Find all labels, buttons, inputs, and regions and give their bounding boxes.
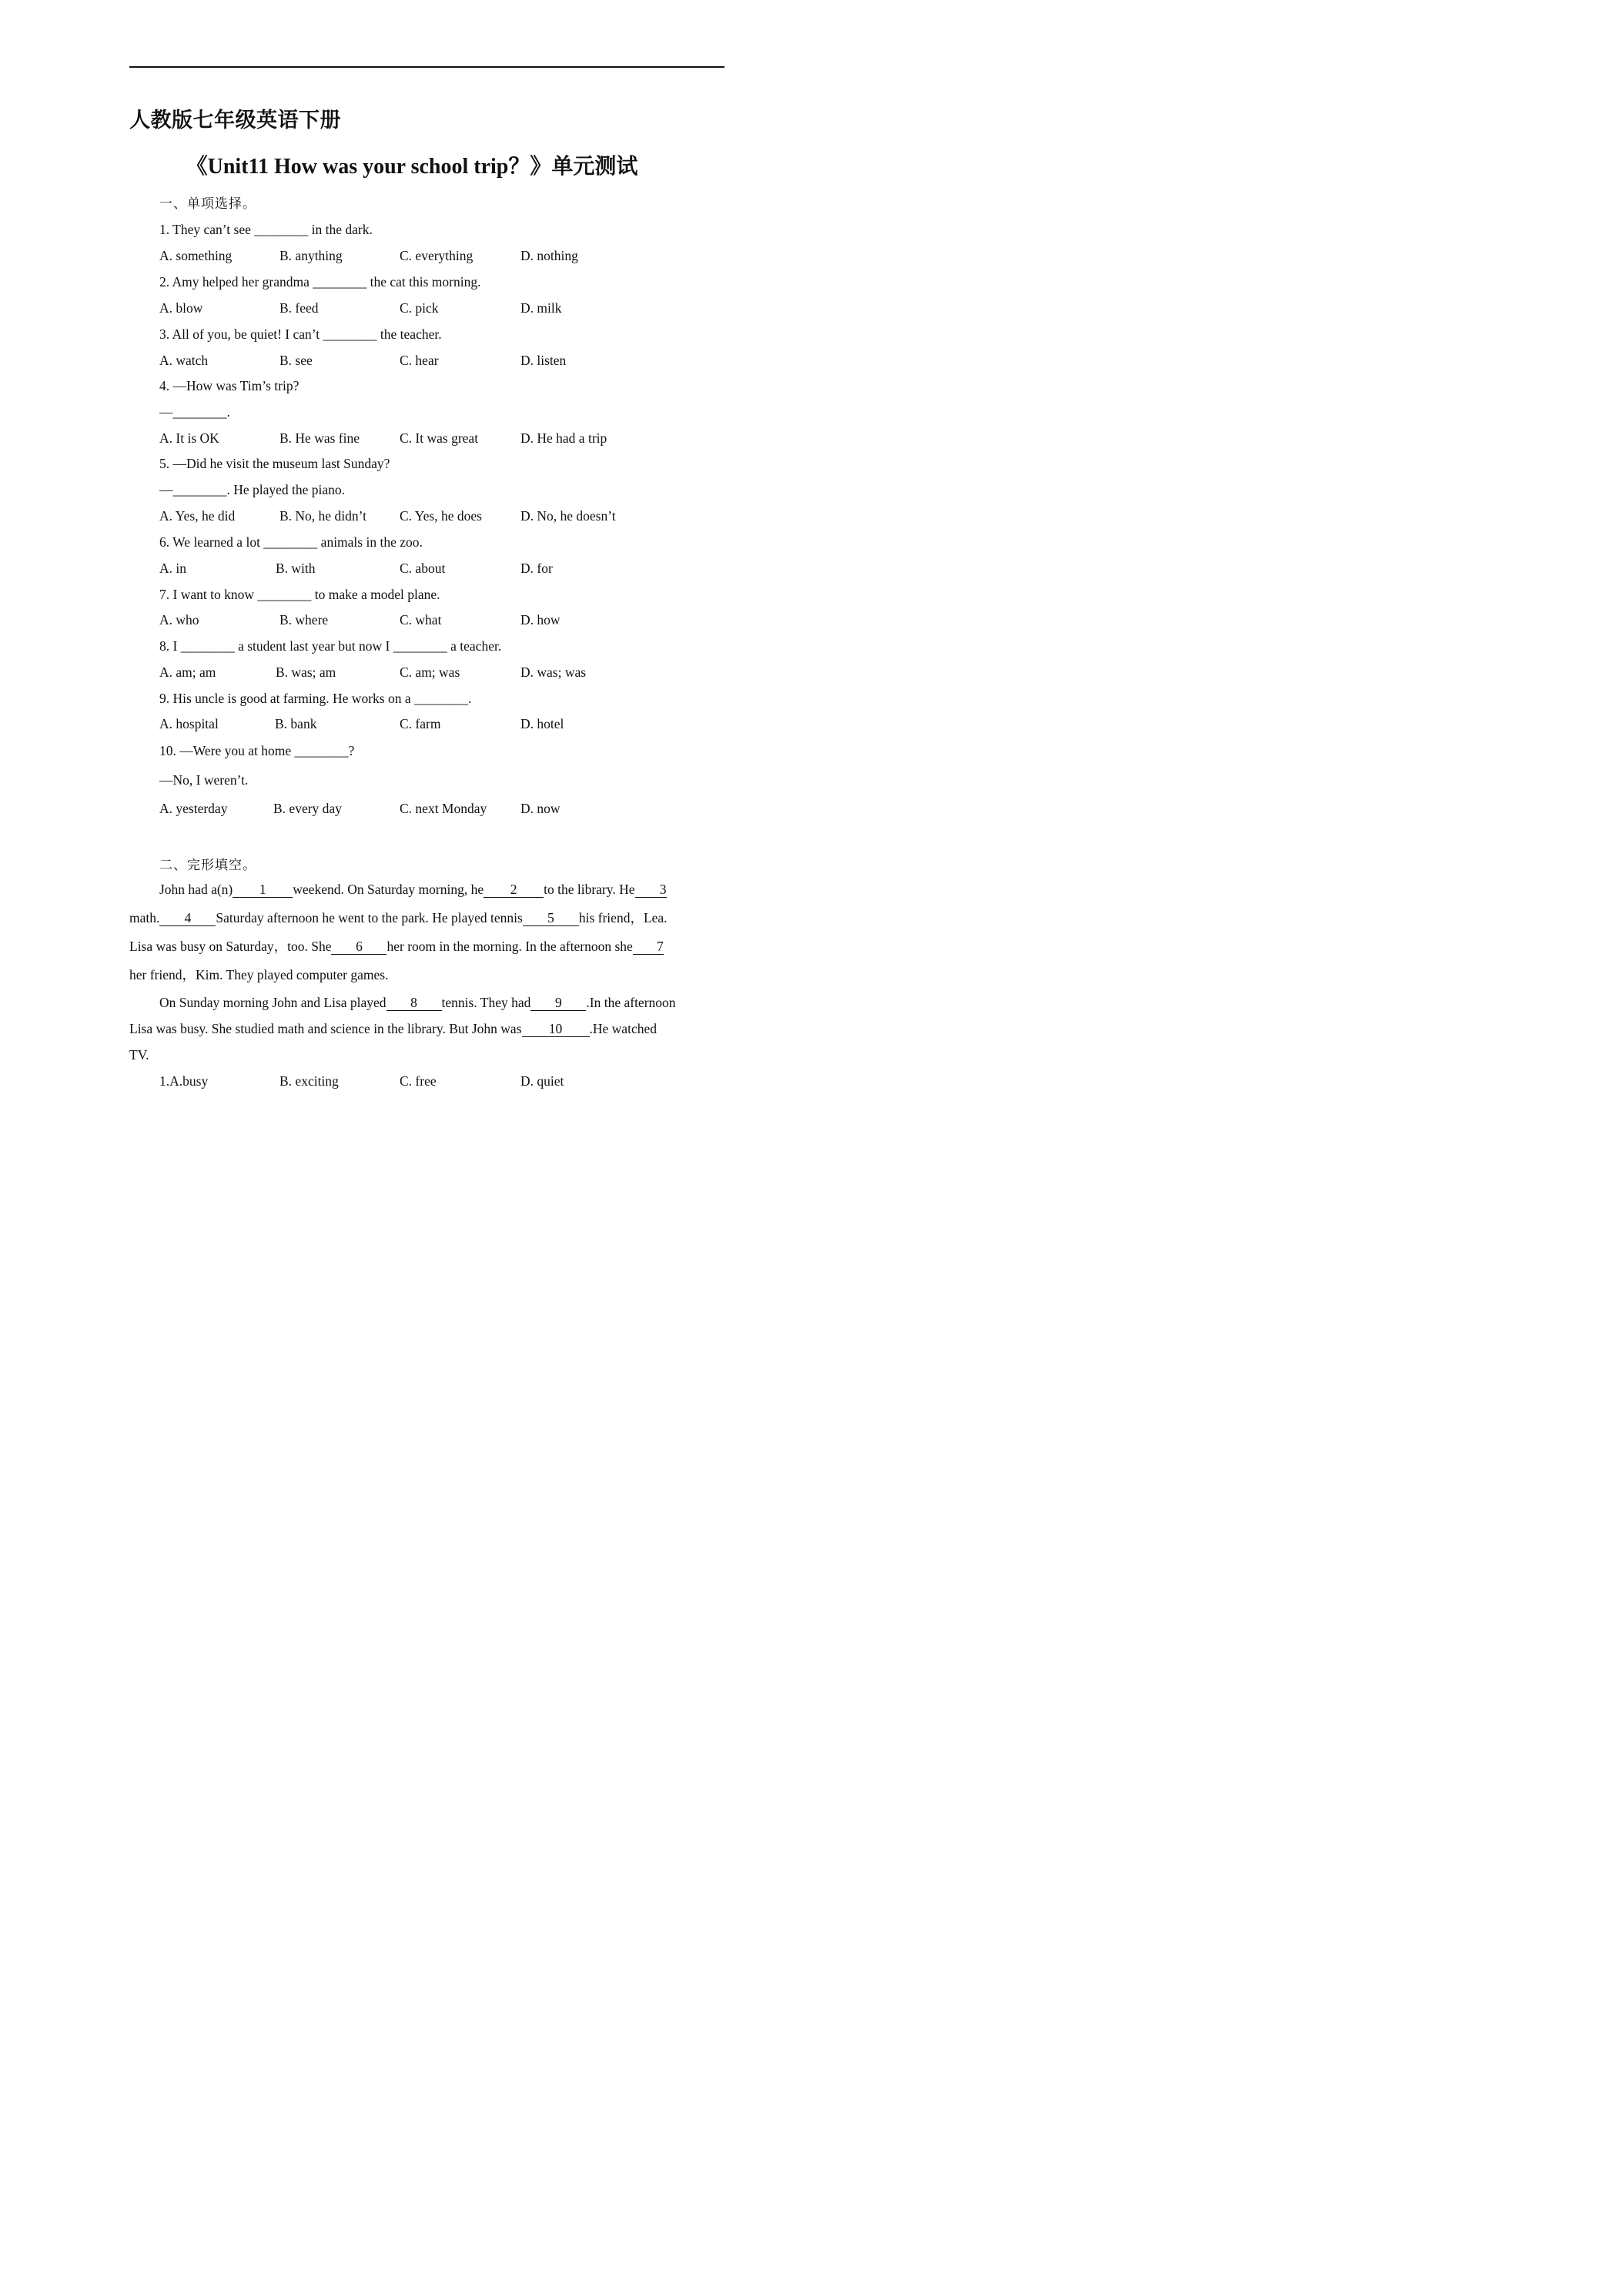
question-stem: 7. I want to know ________ to make a model plane. (159, 587, 440, 602)
paragraph-line: TV. (129, 1047, 149, 1063)
subtitle-text: 《Unit11 How was your school trip？》单元测试 (186, 155, 638, 179)
option-d: D. No, he doesn’t (520, 508, 616, 524)
paragraph-line: math. 4 Saturday afternoon he went to the park. He played tennis 5 his friend，Lea. (129, 910, 668, 925)
section1-heading: 一、单项选择。 (159, 196, 256, 212)
document-subtitle (0, 149, 847, 180)
option-a: A. yesterday (159, 801, 228, 816)
question-stem: 5. —Did he visit the museum last Sunday? (159, 456, 390, 471)
option-c: C. farm (400, 716, 441, 731)
option-b: B. with (276, 561, 316, 576)
cloze-paragraph-1 (129, 875, 724, 989)
option-d: D. now (520, 801, 561, 816)
option-d: D. hotel (520, 716, 564, 731)
option-b: B. feed (279, 300, 319, 316)
question-stem: 4. —How was Tim’s trip? (159, 378, 300, 393)
blank-8: 8 (387, 995, 442, 1011)
option-b: B. bank (275, 716, 317, 731)
question-stem: 6. We learned a lot ________ animals in the zoo. (159, 534, 423, 550)
option-c: C. am; was (400, 664, 460, 680)
cloze-paragraph-2 (129, 989, 724, 1068)
option-b: B. every day (273, 801, 342, 816)
paragraph-line: Lisa was busy on Saturday，too. She 6 her room in the morning. In the afternoon she 7 (129, 939, 664, 954)
blank-5: 5 (523, 910, 579, 926)
question-stem: 3. All of you, be quiet! I can’t ________ the teacher. (159, 326, 442, 342)
option-d: D. He had a trip (520, 430, 607, 446)
blank-10: 10 (522, 1021, 590, 1037)
option-b: B. anything (279, 248, 343, 263)
option-b: B. He was fine (279, 430, 360, 446)
option-b: B. where (279, 612, 329, 628)
option-b: B. was; am (276, 664, 336, 680)
paragraph-line: On Sunday morning John and Lisa played 8 tennis. They had 9 .In the afternoon (159, 995, 676, 1010)
cloze-option-c: C. free (400, 1073, 437, 1089)
header-rule (129, 66, 724, 68)
paragraph-line: Lisa was busy. She studied math and science in the library. But John was 10 .He watched (129, 1021, 657, 1036)
option-d: D. listen (520, 353, 567, 368)
blank-6: 6 (331, 939, 387, 955)
paragraph-line: John had a(n) 1 weekend. On Saturday morning, he 2 to the library. He 3 (159, 882, 667, 897)
blank-2: 2 (484, 882, 544, 898)
option-d: D. for (520, 561, 553, 576)
question-response: —________. He played the piano. (159, 482, 346, 497)
option-d: D. how (520, 612, 561, 628)
cloze-option-b: B. exciting (279, 1073, 339, 1089)
option-c: C. hear (400, 353, 439, 368)
question-stem: 2. Amy helped her grandma ________ the cat this morning. (159, 274, 481, 290)
option-a: A. blow (159, 300, 203, 316)
blank-7: 7 (633, 939, 664, 955)
option-c: C. pick (400, 300, 439, 316)
question-response: —________. (159, 404, 230, 420)
option-d: D. nothing (520, 248, 578, 263)
option-a: A. hospital (159, 716, 219, 731)
cloze-option-a: 1.A.busy (159, 1073, 209, 1089)
option-c: C. about (400, 561, 446, 576)
question-stem: 9. His uncle is good at farming. He works on a ________. (159, 691, 472, 706)
section2-heading: 二、完形填空。 (159, 858, 256, 873)
question-stem: 1. They can’t see ________ in the dark. (159, 222, 373, 237)
option-a: A. watch (159, 353, 209, 368)
option-c: C. It was great (400, 430, 479, 446)
option-a: A. Yes, he did (159, 508, 236, 524)
option-c: C. next Monday (400, 801, 487, 816)
paragraph-line: her friend，Kim. They played computer games. (129, 967, 389, 982)
blank-4: 4 (159, 910, 216, 926)
option-b: B. No, he didn’t (279, 508, 366, 524)
option-a: A. something (159, 248, 233, 263)
option-d: D. was; was (520, 664, 587, 680)
document-title: 人教版七年级英语下册 (129, 109, 341, 132)
option-d: D. milk (520, 300, 562, 316)
option-a: A. It is OK (159, 430, 219, 446)
cloze-option-d: D. quiet (520, 1073, 564, 1089)
option-c: C. Yes, he does (400, 508, 482, 524)
option-a: A. in (159, 561, 186, 576)
question-stem: 10. —Were you at home ________? (159, 743, 355, 758)
blank-3: 3 (635, 882, 667, 898)
question-response: —No, I weren’t. (159, 772, 249, 788)
option-c: C. everything (400, 248, 474, 263)
blank-9: 9 (530, 995, 586, 1011)
option-c: C. what (400, 612, 442, 628)
question-stem: 8. I ________ a student last year but now I ________ a teacher. (159, 638, 502, 654)
blank-1: 1 (233, 882, 293, 898)
option-a: A. who (159, 612, 199, 628)
option-b: B. see (279, 353, 313, 368)
option-a: A. am; am (159, 664, 216, 680)
